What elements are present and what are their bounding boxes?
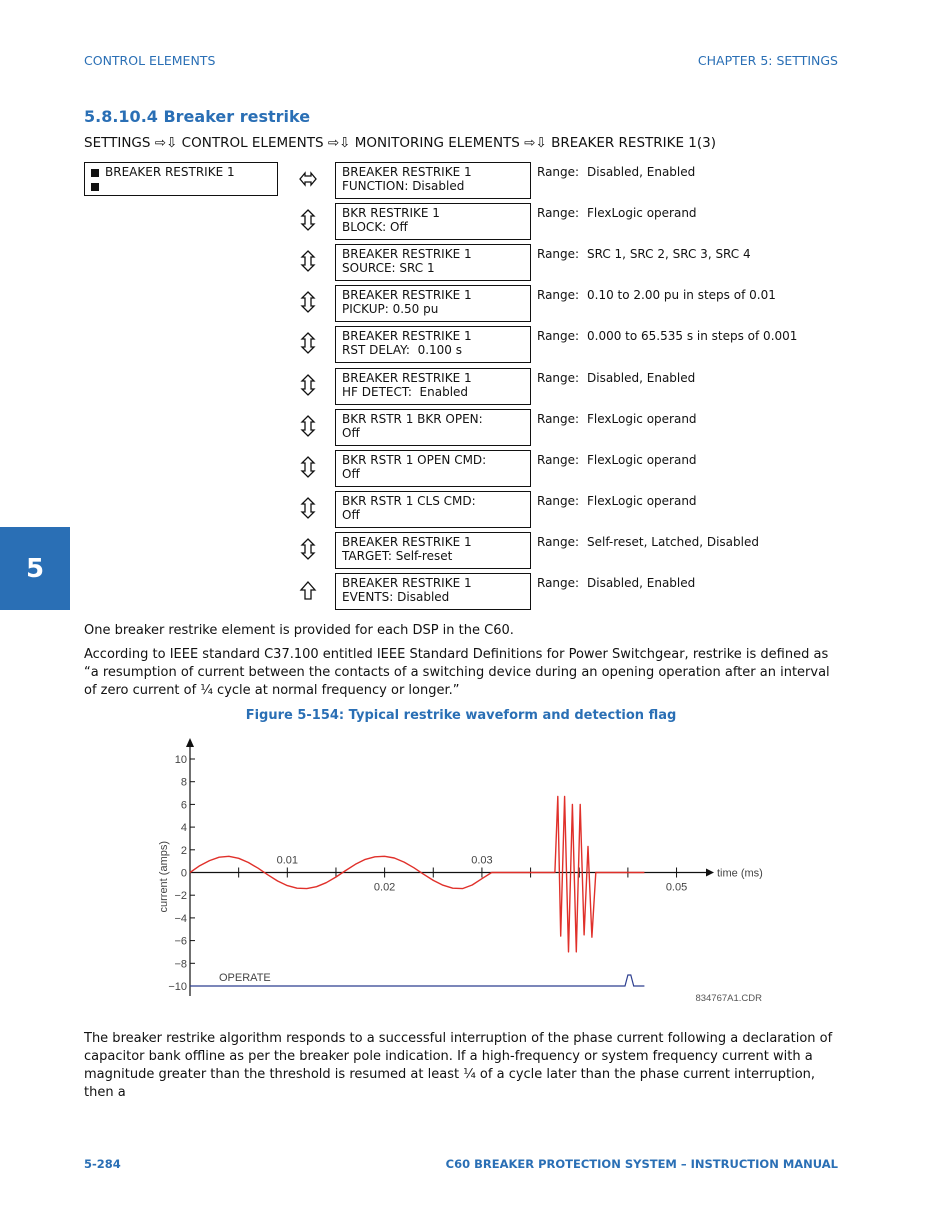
setting-line2: Off — [342, 425, 360, 440]
double-up-down-arrow-icon — [299, 332, 317, 354]
paragraph-intro: One breaker restrike element is provided for each DSP in the C60. — [84, 623, 514, 638]
double-up-down-arrow-icon — [299, 291, 317, 313]
setting-line2: TARGET: Self-reset — [342, 548, 453, 563]
y-tick-label: −8 — [174, 958, 187, 971]
setting-row — [0, 285, 950, 322]
x-tick-label: 0.01 — [276, 854, 299, 867]
range-label: Range: — [537, 576, 580, 590]
range-value: SRC 1, SRC 2, SRC 3, SRC 4 — [587, 247, 751, 262]
setting-row — [0, 491, 950, 528]
operate-label: OPERATE — [219, 972, 271, 984]
y-axis-arrow-icon — [186, 738, 194, 747]
x-tick-label: 0.03 — [471, 854, 493, 867]
range-value: FlexLogic operand — [587, 493, 697, 508]
double-up-down-arrow-icon — [299, 374, 317, 396]
setting-line1: BREAKER RESTRIKE 1 — [342, 534, 472, 549]
chapter-tab: 5 — [0, 527, 70, 610]
y-tick-label: 2 — [180, 844, 187, 857]
setting-box — [335, 368, 531, 405]
y-tick-label: 0 — [180, 867, 187, 880]
double-up-down-arrow-icon — [299, 209, 317, 231]
range-value: 0.000 to 65.535 s in steps of 0.001 — [587, 329, 798, 344]
setting-line2: EVENTS: Disabled — [342, 590, 450, 604]
figure-caption: Figure 5-154: Typical restrike waveform and detection flag — [245, 708, 677, 723]
setting-row — [0, 532, 950, 569]
setting-row — [0, 409, 950, 446]
range-label: Range: — [537, 411, 580, 426]
paragraph-algorithm: The breaker restrike algorithm responds to a successful interruption of the phase current following a declaration of capacitor bank offline as per the breaker pole indication. If a high-frequency or system frequency current with a magnitude greater than the threshold is resumed at least ¼ of a cycle later than the phase current interruption, then a — [84, 1031, 833, 1100]
setting-line1: BKR RSTR 1 OPEN CMD: — [342, 452, 487, 467]
up-arrow-icon — [299, 579, 317, 601]
setting-line2: BLOCK: Off — [342, 220, 408, 235]
range-value: Disabled, Enabled — [587, 165, 696, 179]
double-left-right-arrow-icon — [299, 168, 317, 190]
double-up-down-arrow-icon — [299, 497, 317, 519]
running-header-section: CONTROL ELEMENTS — [84, 53, 216, 68]
setting-box — [335, 244, 531, 281]
setting-line1: BREAKER RESTRIKE 1 — [342, 247, 472, 262]
setting-line2: PICKUP: 0.50 pu — [342, 302, 439, 317]
lead-box-line1: BREAKER RESTRIKE 1 — [105, 165, 235, 179]
double-up-down-arrow-icon — [299, 538, 317, 560]
setting-box — [335, 532, 531, 569]
setting-row — [0, 244, 950, 281]
y-tick-label: 10 — [174, 754, 187, 766]
x-tick-label: 0.05 — [665, 881, 688, 894]
range-value: FlexLogic operand — [587, 206, 697, 221]
x-axis-label: time (ms) — [717, 867, 763, 880]
y-tick-label: −2 — [174, 890, 187, 903]
section-title: 5.8.10.4 Breaker restrike — [84, 107, 311, 126]
range-label: Range: — [537, 534, 580, 549]
setting-line1: BREAKER RESTRIKE 1 — [342, 329, 472, 344]
paragraph-ieee-definition: According to IEEE standard C37.100 entitled IEEE Standard Definitions for Power Switchgear, restrike is defined as “a resumption of current between the contacts of a switching device during an opening operation after an interval of zero current of ¼ cycle at normal frequency or longer.” — [84, 647, 830, 698]
range-value: 0.10 to 2.00 pu in steps of 0.01 — [587, 288, 776, 303]
range-label: Range: — [537, 165, 580, 179]
range-value: Disabled, Enabled — [587, 576, 696, 590]
y-tick-label: −4 — [174, 912, 187, 925]
setting-box — [335, 326, 531, 363]
range-label: Range: — [537, 452, 580, 467]
setting-box — [335, 285, 531, 322]
manual-title: C60 BREAKER PROTECTION SYSTEM – INSTRUCTION MANUAL — [445, 1157, 838, 1171]
menu-path: SETTINGS ⇨⇩ CONTROL ELEMENTS ⇨⇩ MONITORING ELEMENTS ⇨⇩ BREAKER RESTRIKE 1(3) — [84, 135, 717, 151]
setting-box — [335, 573, 531, 610]
setting-line1: BREAKER RESTRIKE 1 — [342, 288, 472, 303]
range-label: Range: — [537, 247, 580, 262]
double-up-down-arrow-icon — [299, 456, 317, 478]
setting-row — [0, 326, 950, 363]
range-label: Range: — [537, 493, 580, 508]
setting-line1: BREAKER RESTRIKE 1 — [342, 370, 472, 385]
y-tick-label: 8 — [180, 776, 187, 789]
range-label: Range: — [537, 370, 580, 385]
y-tick-label: −10 — [168, 981, 187, 993]
setting-row — [0, 368, 950, 405]
range-label: Range: — [537, 206, 580, 221]
setting-box — [335, 162, 531, 199]
double-up-down-arrow-icon — [299, 250, 317, 272]
x-tick-label: 0.02 — [373, 881, 396, 894]
setting-line1: BREAKER RESTRIKE 1 — [342, 576, 472, 590]
setting-line2: Off — [342, 507, 360, 522]
setting-line1: BKR RSTR 1 BKR OPEN: — [342, 411, 483, 426]
running-header-chapter: CHAPTER 5: SETTINGS — [697, 53, 838, 68]
y-axis-label: current (amps) — [158, 840, 170, 913]
y-tick-label: −6 — [174, 935, 187, 948]
range-value: FlexLogic operand — [587, 411, 697, 426]
setting-line2: SOURCE: SRC 1 — [342, 261, 435, 276]
y-tick-label: 4 — [180, 822, 187, 835]
range-value: Self-reset, Latched, Disabled — [587, 534, 759, 549]
setting-box — [335, 203, 531, 240]
figure-code: 834767A1.CDR — [695, 993, 762, 1004]
y-tick-label: 6 — [180, 799, 187, 812]
range-label: Range: — [537, 329, 580, 344]
setting-row — [0, 162, 950, 199]
range-value: Disabled, Enabled — [587, 370, 696, 385]
range-label: Range: — [537, 288, 580, 303]
setting-line1: BREAKER RESTRIKE 1 — [342, 165, 472, 179]
double-up-down-arrow-icon — [299, 415, 317, 437]
setting-line1: BKR RESTRIKE 1 — [342, 206, 440, 221]
setting-line2: FUNCTION: Disabled — [342, 179, 465, 193]
setting-row — [0, 203, 950, 240]
restrike-waveform-chart — [150, 735, 770, 1010]
setting-line2: Off — [342, 466, 360, 481]
current-waveform-line — [190, 797, 644, 952]
setting-line2: RST DELAY: 0.100 s — [342, 343, 462, 358]
page-number: 5-284 — [84, 1157, 121, 1171]
setting-line1: BKR RSTR 1 CLS CMD: — [342, 493, 476, 508]
setting-row — [0, 450, 950, 487]
setting-box — [335, 409, 531, 446]
setting-row — [0, 573, 950, 610]
setting-box — [335, 491, 531, 528]
range-value: FlexLogic operand — [587, 452, 697, 467]
x-axis-arrow-icon — [706, 869, 714, 877]
setting-box — [335, 450, 531, 487]
setting-line2: HF DETECT: Enabled — [342, 384, 469, 399]
